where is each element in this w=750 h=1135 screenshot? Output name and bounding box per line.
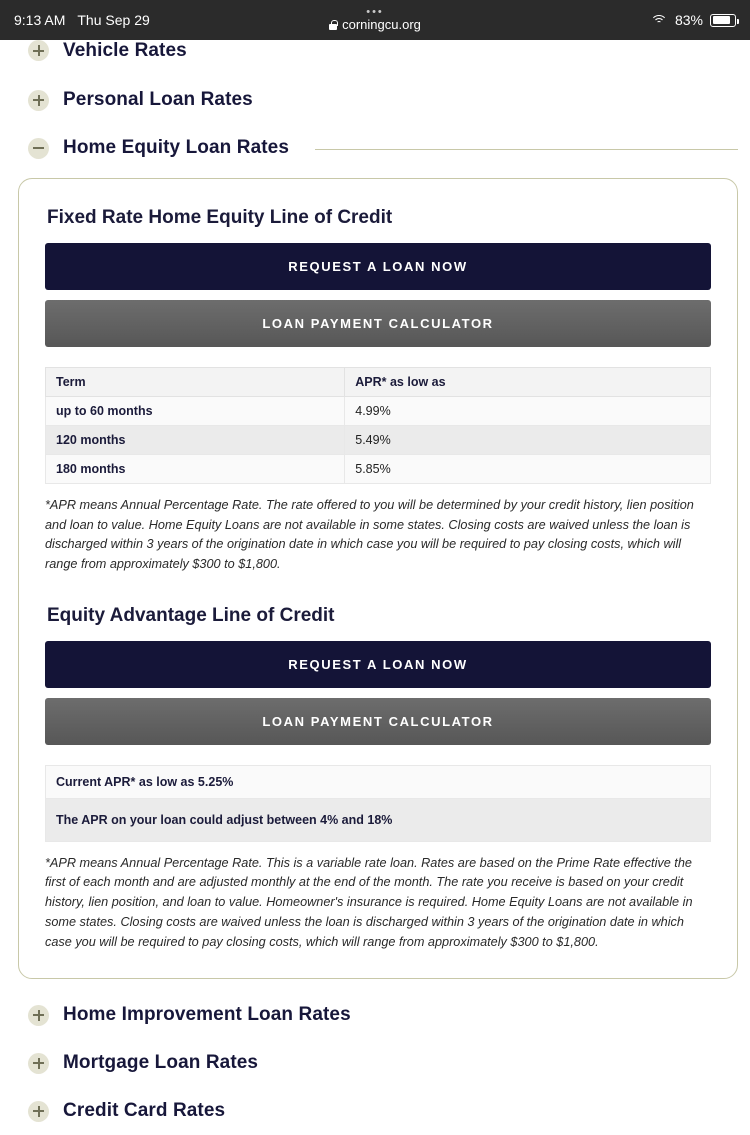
accordion-label: Credit Card Rates [63,1100,226,1122]
wifi-icon [651,14,668,27]
divider [315,149,738,150]
ios-status-bar [0,0,750,40]
table-row [46,426,711,455]
url-text: corningcu.org [342,17,421,32]
home-equity-panel [18,178,738,979]
accordion-credit-card-rates[interactable] [18,1087,738,1135]
accordion-label: Vehicle Rates [63,40,187,61]
battery-percent-label: 83% [674,12,703,28]
request-a-loan-now-button-equity[interactable]: REQUEST A LOAN NOW [45,641,711,688]
plus-circle-icon [28,90,49,111]
lock-icon [329,20,337,30]
cell-apr: 5.49% [345,426,711,455]
cell-term: 180 months [46,455,345,484]
loan-payment-calculator-button-fixed[interactable]: LOAN PAYMENT CALCULATOR [45,300,711,347]
disclaimer-fixed-rate: *APR means Annual Percentage Rate. The rate offered to you will be determined by your credit history, lien position and loan to value. Home Equity Loans are not available in some states. Closing costs are waived unless the loan is discharged within 3 years of the origination date in which case you will be required to pay closing costs, which will range from approximately $300 to $1,800. [45,498,694,572]
request-a-loan-now-button-fixed[interactable]: REQUEST A LOAN NOW [45,243,711,290]
cell-term: 120 months [46,426,345,455]
plus-circle-icon [28,1053,49,1074]
accordion-label: Mortgage Loan Rates [63,1052,259,1074]
accordion-mortgage-loan-rates[interactable] [18,1039,738,1087]
section-title-equity-advantage: Equity Advantage Line of Credit [47,604,335,626]
plus-circle-icon [28,40,49,61]
accordion-label: Home Equity Loan Rates [63,137,290,158]
accordion-label: Personal Loan Rates [63,89,253,110]
status-right [651,12,736,28]
table-header-apr: APR* as low as [345,368,711,397]
equity-advantage-table [45,765,711,842]
cell-apr: 5.85% [345,455,711,484]
table-row [46,765,711,798]
web-page-content [0,40,750,1122]
loan-payment-calculator-button-equity[interactable]: LOAN PAYMENT CALCULATOR [45,698,711,745]
table-row [46,397,711,426]
accordion-vehicle-rates[interactable] [18,40,738,76]
cell-apr-adjust-range: The APR on your loan could adjust between 4% and 18% [46,798,711,841]
table-header-row [46,368,711,397]
url-display[interactable] [329,17,421,32]
clock: 9:13 AM [14,12,66,28]
disclaimer-equity-advantage: *APR means Annual Percentage Rate. This is a variable rate loan. Rates are based on the Prime Rate effective the first of each month and are adjusted monthly at the end of the month. The rate you receive is based on your credit history, lien position, and loan to value. Homeowner's insurance is required. Home Equity Loans are not available in some states. Closing costs are waived unless the loan is discharged within 3 years of the origination date in which case you will be required to pay closing costs, which will range from approximately $300 to $1,800. [45,855,693,949]
plus-circle-icon [28,1005,49,1026]
accordion-label: Home Improvement Loan Rates [63,1004,351,1026]
accordion-personal-loan-rates[interactable] [18,76,738,124]
cell-term: up to 60 months [46,397,345,426]
table-header-term: Term [46,368,345,397]
date-label: Thu Sep 29 [77,12,150,28]
minus-circle-icon [28,138,49,159]
section-title-fixed-rate: Fixed Rate Home Equity Line of Credit [47,207,393,228]
status-left [14,12,150,28]
table-row [46,455,711,484]
table-row [46,798,711,841]
fixed-rate-table [45,367,711,484]
accordion-home-equity-loan-rates[interactable] [18,124,738,172]
cell-apr: 4.99% [345,397,711,426]
accordion-home-improvement-loan-rates[interactable] [18,991,738,1039]
plus-circle-icon [28,1101,49,1122]
tab-overview-dots: ••• [366,6,384,18]
cell-current-apr: Current APR* as low as 5.25% [46,765,711,798]
battery-icon [710,14,736,27]
